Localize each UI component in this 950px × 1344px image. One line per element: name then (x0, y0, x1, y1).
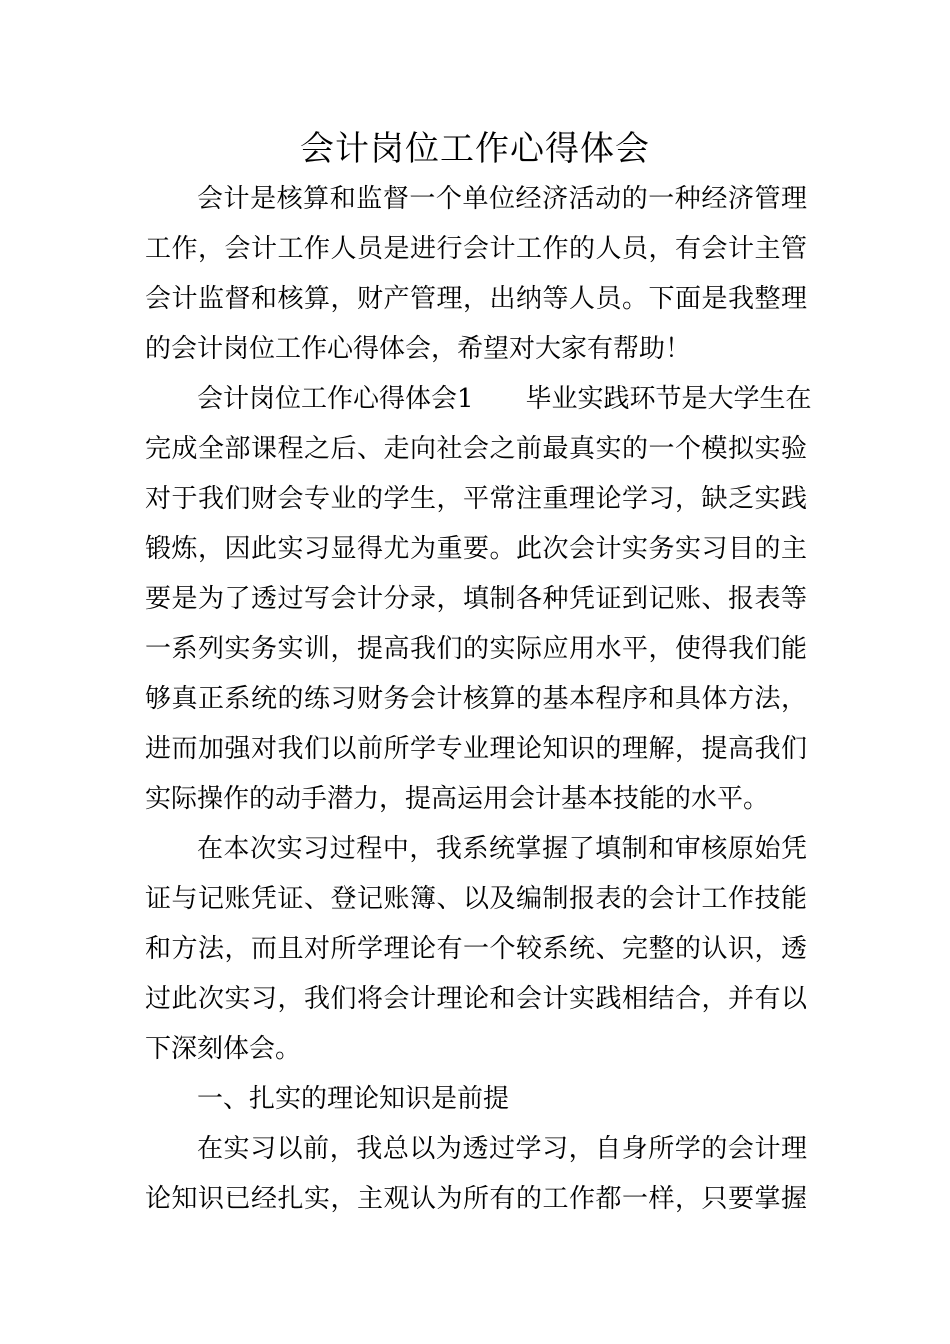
paragraph-line: 过此次实习，我们将会计理论和会计实践相结合，并有以 (145, 984, 807, 1014)
paragraph-line: 的会计岗位工作心得体会，希望对大家有帮助！ (145, 334, 692, 364)
paragraph-line: 在本次实习过程中，我系统掌握了填制和审核原始凭 (197, 834, 807, 864)
paragraph-line: 会计是核算和监督一个单位经济活动的一种经济管理 (197, 184, 807, 214)
paragraph-line: 会计监督和核算，财产管理，出纳等人员。下面是我整理 (145, 284, 807, 314)
paragraph-line: 证与记账凭证、登记账簿、以及编制报表的会计工作技能 (145, 884, 807, 914)
paragraph-line: 会计岗位工作心得体会1 毕业实践环节是大学生在 (197, 384, 812, 414)
paragraph-line: 进而加强对我们以前所学专业理论知识的理解，提高我们 (145, 734, 807, 764)
paragraph-line: 下深刻体会。 (145, 1034, 302, 1064)
section-heading: 一、扎实的理论知识是前提 (197, 1084, 510, 1114)
paragraph-line: 一系列实务实训，提高我们的实际应用水平，使得我们能 (145, 634, 807, 664)
paragraph-line: 锻炼，因此实习显得尤为重要。此次会计实务实习目的主 (145, 534, 807, 564)
document-title: 会计岗位工作心得体会 (300, 129, 650, 169)
paragraph-line: 要是为了透过写会计分录，填制各种凭证到记账、报表等 (145, 584, 807, 614)
paragraph-line: 论知识已经扎实，主观认为所有的工作都一样，只要掌握 (145, 1184, 807, 1214)
paragraph-line: 在实习以前，我总以为透过学习，自身所学的会计理 (197, 1134, 807, 1164)
paragraph-line: 工作，会计工作人员是进行会计工作的人员，有会计主管 (145, 234, 807, 264)
paragraph-line: 够真正系统的练习财务会计核算的基本程序和具体方法， (145, 684, 807, 714)
paragraph-line: 和方法，而且对所学理论有一个较系统、完整的认识，透 (145, 934, 807, 964)
paragraph-line: 对于我们财会专业的学生，平常注重理论学习，缺乏实践 (145, 484, 807, 514)
paragraph-line: 完成全部课程之后、走向社会之前最真实的一个模拟实验 (145, 434, 807, 464)
paragraph-line: 实际操作的动手潜力，提高运用会计基本技能的水平。 (145, 784, 770, 814)
